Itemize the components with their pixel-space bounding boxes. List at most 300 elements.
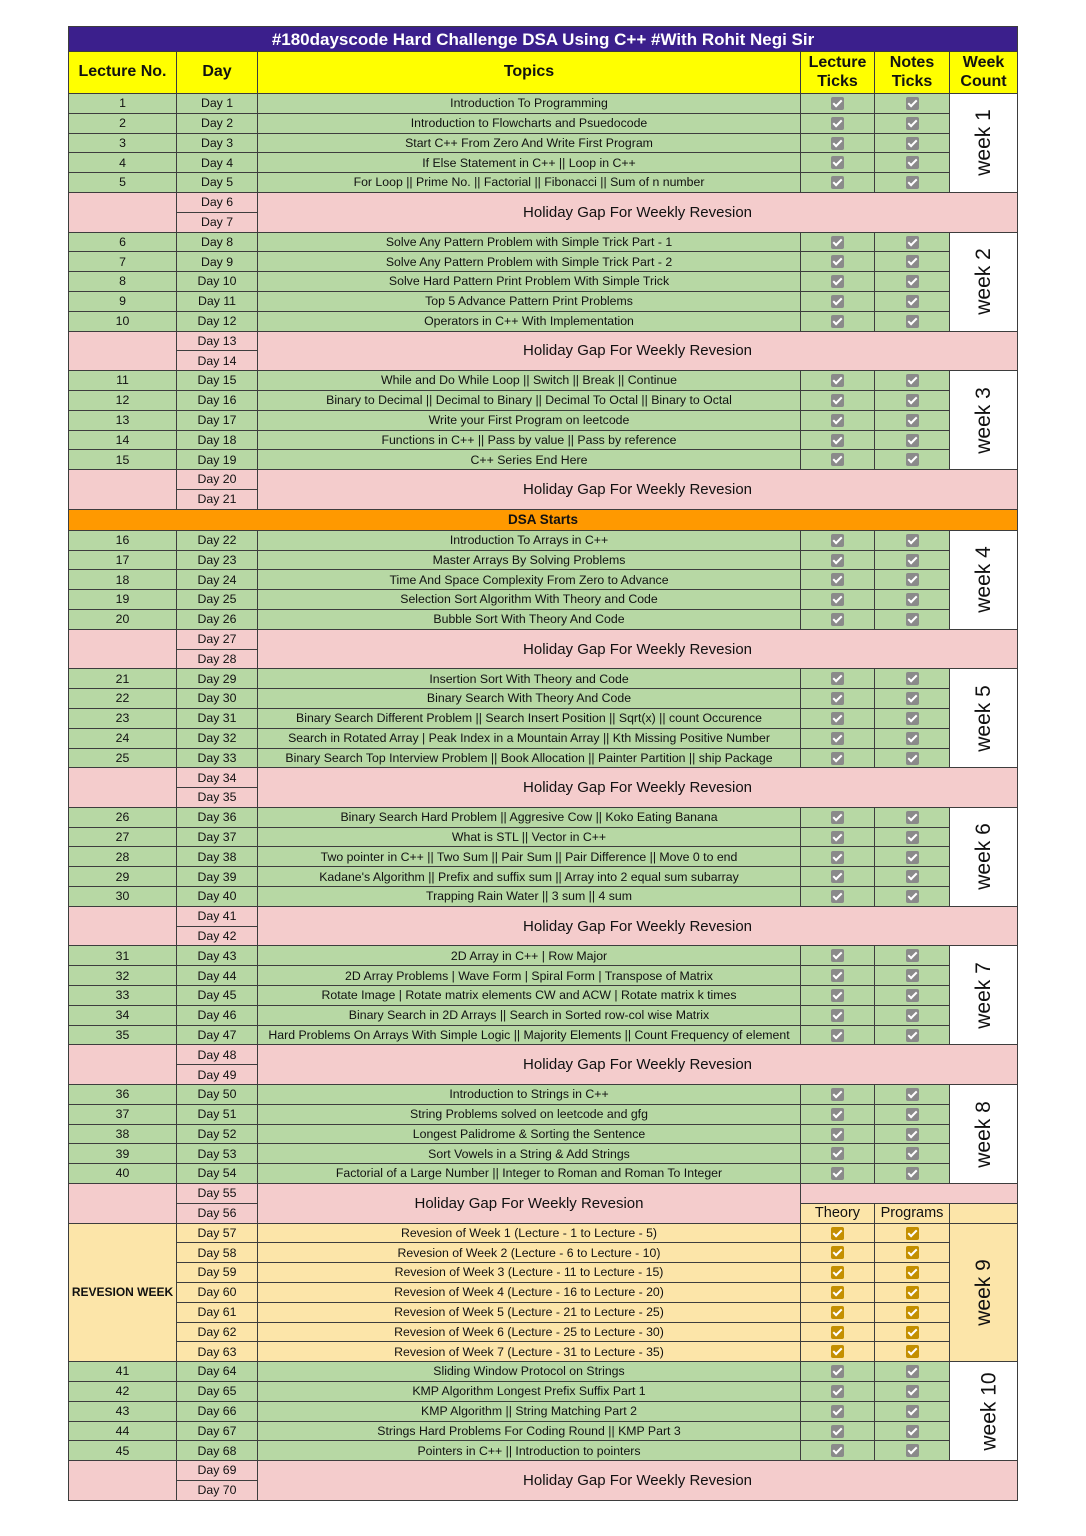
lecture-number: 24	[69, 728, 177, 748]
checked-checkbox-icon[interactable]	[906, 752, 919, 765]
lecture-tick[interactable]	[801, 728, 875, 748]
notes-tick[interactable]	[875, 1302, 950, 1322]
checked-checkbox-icon[interactable]	[906, 394, 919, 407]
notes-tick[interactable]	[875, 669, 950, 689]
checked-checkbox-icon[interactable]	[906, 97, 919, 110]
lecture-number: 33	[69, 986, 177, 1006]
day-cell: Day 16	[177, 390, 258, 410]
holiday-row	[69, 470, 1018, 490]
checked-checkbox-icon[interactable]	[831, 949, 844, 962]
lecture-tick[interactable]	[801, 1144, 875, 1164]
notes-tick[interactable]	[875, 94, 950, 114]
checked-checkbox-icon[interactable]	[906, 1147, 919, 1160]
checked-checkbox-icon[interactable]	[831, 275, 844, 288]
lecture-row	[69, 1421, 1018, 1441]
checked-checkbox-icon[interactable]	[831, 554, 844, 567]
notes-tick[interactable]	[875, 311, 950, 331]
lecture-tick[interactable]	[801, 986, 875, 1006]
checked-checkbox-icon[interactable]	[831, 1286, 844, 1299]
topic-cell: Insertion Sort With Theory and Code	[258, 669, 801, 689]
checked-checkbox-icon[interactable]	[831, 1246, 844, 1259]
checked-checkbox-icon[interactable]	[831, 1029, 844, 1042]
checked-checkbox-icon[interactable]	[906, 870, 919, 883]
lecture-tick[interactable]	[801, 153, 875, 173]
topic-cell: Sort Vowels in a String & Add Strings	[258, 1144, 801, 1164]
holiday-row	[69, 906, 1018, 926]
notes-tick[interactable]	[875, 1362, 950, 1382]
lecture-number: 42	[69, 1382, 177, 1402]
notes-tick[interactable]	[875, 1243, 950, 1263]
lecture-tick[interactable]	[801, 1124, 875, 1144]
lecture-row	[69, 1124, 1018, 1144]
notes-tick[interactable]	[875, 1144, 950, 1164]
holiday-day-cell: Day 21	[177, 489, 258, 509]
lecture-tick[interactable]	[801, 966, 875, 986]
notes-tick[interactable]	[875, 590, 950, 610]
checked-checkbox-icon[interactable]	[906, 236, 919, 249]
lecture-number: 40	[69, 1164, 177, 1184]
checked-checkbox-icon[interactable]	[906, 851, 919, 864]
checked-checkbox-icon[interactable]	[906, 1326, 919, 1339]
checked-checkbox-icon[interactable]	[831, 156, 844, 169]
lecture-number: 4	[69, 153, 177, 173]
header-lecture-no: Lecture No.	[69, 52, 177, 94]
revision-row	[69, 1223, 1018, 1243]
checked-checkbox-icon[interactable]	[906, 554, 919, 567]
week-count-cell	[950, 669, 1018, 768]
day-cell: Day 10	[177, 272, 258, 292]
holiday-day-cell: Day 41	[177, 906, 258, 926]
lecture-row	[69, 847, 1018, 867]
lecture-row	[69, 272, 1018, 292]
notes-tick[interactable]	[875, 252, 950, 272]
checked-checkbox-icon[interactable]	[906, 453, 919, 466]
checked-checkbox-icon[interactable]	[831, 870, 844, 883]
lecture-number: 5	[69, 173, 177, 193]
lecture-row	[69, 708, 1018, 728]
lecture-row	[69, 1441, 1018, 1461]
notes-tick[interactable]	[875, 689, 950, 709]
lecture-tick[interactable]	[801, 1164, 875, 1184]
topic-cell: Kadane's Algorithm || Prefix and suffix sum || Array into 2 equal sum subarray	[258, 867, 801, 887]
lecture-tick[interactable]	[801, 1401, 875, 1421]
checked-checkbox-icon[interactable]	[831, 811, 844, 824]
notes-tick[interactable]	[875, 609, 950, 629]
checked-checkbox-icon[interactable]	[906, 949, 919, 962]
checked-checkbox-icon[interactable]	[831, 752, 844, 765]
checked-checkbox-icon[interactable]	[831, 692, 844, 705]
checked-checkbox-icon[interactable]	[906, 156, 919, 169]
notes-tick[interactable]	[875, 1382, 950, 1402]
checked-checkbox-icon[interactable]	[831, 117, 844, 130]
lecture-number: 9	[69, 291, 177, 311]
checked-checkbox-icon[interactable]	[831, 236, 844, 249]
checked-checkbox-icon[interactable]	[906, 1009, 919, 1022]
checked-checkbox-icon[interactable]	[831, 295, 844, 308]
header-topics: Topics	[258, 52, 801, 94]
checked-checkbox-icon[interactable]	[831, 851, 844, 864]
lecture-tick[interactable]	[801, 550, 875, 570]
checked-checkbox-icon[interactable]	[906, 811, 919, 824]
checked-checkbox-icon[interactable]	[906, 712, 919, 725]
checked-checkbox-icon[interactable]	[906, 255, 919, 268]
notes-tick[interactable]	[875, 867, 950, 887]
checked-checkbox-icon[interactable]	[831, 137, 844, 150]
lecture-tick[interactable]	[801, 291, 875, 311]
checked-checkbox-icon[interactable]	[906, 295, 919, 308]
revision-row	[69, 1263, 1018, 1283]
notes-tick[interactable]	[875, 1085, 950, 1105]
schedule-sheet	[68, 26, 1017, 1501]
notes-tick[interactable]	[875, 1263, 950, 1283]
notes-tick[interactable]	[875, 847, 950, 867]
holiday-day-cell: Day 14	[177, 351, 258, 371]
checked-checkbox-icon[interactable]	[831, 1009, 844, 1022]
checked-checkbox-icon[interactable]	[906, 137, 919, 150]
lecture-tick[interactable]	[801, 609, 875, 629]
checked-checkbox-icon[interactable]	[906, 1088, 919, 1101]
checked-checkbox-icon[interactable]	[831, 613, 844, 626]
topic-cell: Pointers in C++ || Introduction to pointers	[258, 1441, 801, 1461]
topic-cell: Revesion of Week 1 (Lecture - 1 to Lecture - 5)	[258, 1223, 801, 1243]
topic-cell: Binary Search in 2D Arrays || Search in Sorted row-col wise Matrix	[258, 1005, 801, 1025]
checked-checkbox-icon[interactable]	[831, 1326, 844, 1339]
checked-checkbox-icon[interactable]	[831, 1128, 844, 1141]
notes-tick[interactable]	[875, 1283, 950, 1303]
lecture-tick[interactable]	[801, 867, 875, 887]
checked-checkbox-icon[interactable]	[831, 1227, 844, 1240]
checked-checkbox-icon[interactable]	[831, 1108, 844, 1121]
checked-checkbox-icon[interactable]	[906, 1128, 919, 1141]
holiday-text: Holiday Gap For Weekly Revesion	[258, 1045, 1018, 1085]
checked-checkbox-icon[interactable]	[831, 534, 844, 547]
notes-tick[interactable]	[875, 1342, 950, 1362]
checked-checkbox-icon[interactable]	[906, 573, 919, 586]
lecture-tick[interactable]	[801, 94, 875, 114]
holiday-row	[69, 331, 1018, 351]
checked-checkbox-icon[interactable]	[831, 1365, 844, 1378]
day-cell: Day 64	[177, 1362, 258, 1382]
checked-checkbox-icon[interactable]	[831, 315, 844, 328]
checked-checkbox-icon[interactable]	[831, 255, 844, 268]
notes-tick[interactable]	[875, 1124, 950, 1144]
checked-checkbox-icon[interactable]	[906, 176, 919, 189]
checked-checkbox-icon[interactable]	[906, 1385, 919, 1398]
notes-tick[interactable]	[875, 410, 950, 430]
lecture-tick[interactable]	[801, 1223, 875, 1243]
lecture-tick[interactable]	[801, 232, 875, 252]
lecture-tick[interactable]	[801, 390, 875, 410]
notes-tick[interactable]	[875, 1441, 950, 1461]
checked-checkbox-icon[interactable]	[906, 1365, 919, 1378]
checked-checkbox-icon[interactable]	[831, 394, 844, 407]
checked-checkbox-icon[interactable]	[906, 117, 919, 130]
checked-checkbox-icon[interactable]	[906, 1227, 919, 1240]
checked-checkbox-icon[interactable]	[906, 1286, 919, 1299]
notes-tick[interactable]	[875, 1223, 950, 1243]
holiday-day-cell: Day 35	[177, 788, 258, 808]
checked-checkbox-icon[interactable]	[906, 593, 919, 606]
lecture-number: 14	[69, 430, 177, 450]
checked-checkbox-icon[interactable]	[906, 374, 919, 387]
notes-tick[interactable]	[875, 113, 950, 133]
lecture-row	[69, 669, 1018, 689]
day-cell: Day 32	[177, 728, 258, 748]
checked-checkbox-icon[interactable]	[831, 1345, 844, 1358]
lecture-tick[interactable]	[801, 1382, 875, 1402]
notes-tick[interactable]	[875, 708, 950, 728]
lecture-number: 20	[69, 609, 177, 629]
topic-cell: Introduction To Programming	[258, 94, 801, 114]
checked-checkbox-icon[interactable]	[906, 434, 919, 447]
lecture-row	[69, 390, 1018, 410]
notes-tick[interactable]	[875, 291, 950, 311]
lecture-tick[interactable]	[801, 1302, 875, 1322]
checked-checkbox-icon[interactable]	[831, 890, 844, 903]
lecture-tick[interactable]	[801, 1342, 875, 1362]
day-cell: Day 18	[177, 430, 258, 450]
checked-checkbox-icon[interactable]	[831, 672, 844, 685]
notes-tick[interactable]	[875, 966, 950, 986]
checked-checkbox-icon[interactable]	[831, 1266, 844, 1279]
checked-checkbox-icon[interactable]	[831, 374, 844, 387]
lecture-number: 23	[69, 708, 177, 728]
checked-checkbox-icon[interactable]	[906, 672, 919, 685]
lecture-tick[interactable]	[801, 689, 875, 709]
checked-checkbox-icon[interactable]	[831, 712, 844, 725]
checked-checkbox-icon[interactable]	[906, 275, 919, 288]
notes-tick[interactable]	[875, 153, 950, 173]
checked-checkbox-icon[interactable]	[906, 692, 919, 705]
day-cell: Day 17	[177, 410, 258, 430]
checked-checkbox-icon[interactable]	[906, 1444, 919, 1457]
notes-tick[interactable]	[875, 371, 950, 391]
lecture-tick[interactable]	[801, 1421, 875, 1441]
checked-checkbox-icon[interactable]	[831, 831, 844, 844]
header-notes-ticks: Notes Ticks	[875, 52, 950, 94]
checked-checkbox-icon[interactable]	[831, 573, 844, 586]
notes-tick[interactable]	[875, 390, 950, 410]
lecture-tick[interactable]	[801, 887, 875, 907]
lecture-tick[interactable]	[801, 946, 875, 966]
notes-tick[interactable]	[875, 986, 950, 1006]
checked-checkbox-icon[interactable]	[906, 534, 919, 547]
topic-cell: C++ Series End Here	[258, 450, 801, 470]
checked-checkbox-icon[interactable]	[831, 1425, 844, 1438]
checked-checkbox-icon[interactable]	[906, 1167, 919, 1180]
day-cell: Day 44	[177, 966, 258, 986]
topic-cell: Bubble Sort With Theory And Code	[258, 609, 801, 629]
lecture-tick[interactable]	[801, 1322, 875, 1342]
notes-tick[interactable]	[875, 946, 950, 966]
lecture-number: 7	[69, 252, 177, 272]
checked-checkbox-icon[interactable]	[831, 176, 844, 189]
lecture-tick[interactable]	[801, 252, 875, 272]
notes-tick[interactable]	[875, 1104, 950, 1124]
lecture-tick[interactable]	[801, 590, 875, 610]
notes-tick[interactable]	[875, 133, 950, 153]
lecture-tick[interactable]	[801, 272, 875, 292]
holiday-text: Holiday Gap For Weekly Revesion	[258, 906, 1018, 946]
checked-checkbox-icon[interactable]	[906, 1345, 919, 1358]
notes-tick[interactable]	[875, 1025, 950, 1045]
lecture-number: 30	[69, 887, 177, 907]
topic-cell: KMP Algorithm Longest Prefix Suffix Part 1	[258, 1382, 801, 1402]
checked-checkbox-icon[interactable]	[831, 1088, 844, 1101]
lecture-tick[interactable]	[801, 311, 875, 331]
revision-row	[69, 1342, 1018, 1362]
checked-checkbox-icon[interactable]	[831, 732, 844, 745]
checked-checkbox-icon[interactable]	[831, 453, 844, 466]
checked-checkbox-icon[interactable]	[831, 1306, 844, 1319]
topic-cell: What is STL || Vector in C++	[258, 827, 801, 847]
lecture-row	[69, 113, 1018, 133]
lecture-tick[interactable]	[801, 173, 875, 193]
lecture-tick[interactable]	[801, 430, 875, 450]
lecture-row	[69, 291, 1018, 311]
lecture-number: 1	[69, 94, 177, 114]
lecture-tick[interactable]	[801, 807, 875, 827]
week-label: week 7	[972, 962, 996, 1029]
day-cell: Day 30	[177, 689, 258, 709]
week-label: week 2	[972, 248, 996, 315]
notes-tick[interactable]	[875, 827, 950, 847]
lecture-number: 34	[69, 1005, 177, 1025]
lecture-tick[interactable]	[801, 1283, 875, 1303]
checked-checkbox-icon[interactable]	[906, 831, 919, 844]
topic-cell: Solve Any Pattern Problem with Simple Trick Part - 2	[258, 252, 801, 272]
checked-checkbox-icon[interactable]	[831, 97, 844, 110]
day-cell: Day 11	[177, 291, 258, 311]
holiday-day-cell: Day 42	[177, 926, 258, 946]
lecture-tick[interactable]	[801, 530, 875, 550]
checked-checkbox-icon[interactable]	[831, 1444, 844, 1457]
lecture-tick[interactable]	[801, 1085, 875, 1105]
notes-tick[interactable]	[875, 550, 950, 570]
checked-checkbox-icon[interactable]	[906, 1246, 919, 1259]
checked-checkbox-icon[interactable]	[906, 1425, 919, 1438]
holiday-empty-cell	[69, 906, 177, 946]
notes-tick[interactable]	[875, 232, 950, 252]
checked-checkbox-icon[interactable]	[831, 1385, 844, 1398]
lecture-tick[interactable]	[801, 1104, 875, 1124]
notes-tick[interactable]	[875, 887, 950, 907]
dsa-starts-row	[69, 509, 1018, 530]
lecture-tick[interactable]	[801, 1441, 875, 1461]
checked-checkbox-icon[interactable]	[831, 969, 844, 982]
checked-checkbox-icon[interactable]	[906, 969, 919, 982]
checked-checkbox-icon[interactable]	[906, 890, 919, 903]
day-cell: Day 38	[177, 847, 258, 867]
header-week-count: Week Count	[950, 52, 1018, 94]
holiday-empty-cell	[69, 470, 177, 510]
notes-tick[interactable]	[875, 272, 950, 292]
notes-tick[interactable]	[875, 728, 950, 748]
day-cell: Day 60	[177, 1283, 258, 1303]
lecture-row	[69, 1401, 1018, 1421]
notes-tick[interactable]	[875, 1322, 950, 1342]
lecture-tick[interactable]	[801, 450, 875, 470]
lecture-row	[69, 311, 1018, 331]
notes-tick[interactable]	[875, 807, 950, 827]
notes-tick[interactable]	[875, 748, 950, 768]
checked-checkbox-icon[interactable]	[906, 1029, 919, 1042]
lecture-tick[interactable]	[801, 1025, 875, 1045]
notes-tick[interactable]	[875, 430, 950, 450]
checked-checkbox-icon[interactable]	[906, 613, 919, 626]
lecture-tick[interactable]	[801, 847, 875, 867]
checked-checkbox-icon[interactable]	[906, 1405, 919, 1418]
lecture-tick[interactable]	[801, 748, 875, 768]
lecture-tick[interactable]	[801, 371, 875, 391]
lecture-tick[interactable]	[801, 1005, 875, 1025]
lecture-number: 44	[69, 1421, 177, 1441]
topic-cell: If Else Statement in C++ || Loop in C++	[258, 153, 801, 173]
lecture-tick[interactable]	[801, 570, 875, 590]
lecture-tick[interactable]	[801, 827, 875, 847]
holiday-day-cell: Day 13	[177, 331, 258, 351]
checked-checkbox-icon[interactable]	[831, 434, 844, 447]
topic-cell: String Problems solved on leetcode and gfg	[258, 1104, 801, 1124]
notes-tick[interactable]	[875, 1421, 950, 1441]
checked-checkbox-icon[interactable]	[906, 1306, 919, 1319]
notes-tick[interactable]	[875, 1005, 950, 1025]
checked-checkbox-icon[interactable]	[906, 1108, 919, 1121]
checked-checkbox-icon[interactable]	[831, 414, 844, 427]
lecture-row	[69, 609, 1018, 629]
lecture-tick[interactable]	[801, 1243, 875, 1263]
checked-checkbox-icon[interactable]	[831, 1167, 844, 1180]
notes-tick[interactable]	[875, 1401, 950, 1421]
checked-checkbox-icon[interactable]	[906, 989, 919, 1002]
topic-cell: Revesion of Week 7 (Lecture - 31 to Lecture - 35)	[258, 1342, 801, 1362]
lecture-tick[interactable]	[801, 708, 875, 728]
notes-tick[interactable]	[875, 1164, 950, 1184]
lecture-tick[interactable]	[801, 410, 875, 430]
holiday-day-cell: Day 7	[177, 212, 258, 232]
lecture-tick[interactable]	[801, 113, 875, 133]
checked-checkbox-icon[interactable]	[906, 414, 919, 427]
day-cell: Day 1	[177, 94, 258, 114]
checked-checkbox-icon[interactable]	[831, 989, 844, 1002]
lecture-tick[interactable]	[801, 669, 875, 689]
checked-checkbox-icon[interactable]	[906, 315, 919, 328]
lecture-tick[interactable]	[801, 133, 875, 153]
checked-checkbox-icon[interactable]	[906, 732, 919, 745]
day-cell: Day 58	[177, 1243, 258, 1263]
sheet-title: #180dayscode Hard Challenge DSA Using C++ #With Rohit Negi Sir	[69, 27, 1018, 52]
checked-checkbox-icon[interactable]	[906, 1266, 919, 1279]
checked-checkbox-icon[interactable]	[831, 593, 844, 606]
lecture-row	[69, 748, 1018, 768]
lecture-row	[69, 252, 1018, 272]
lecture-row	[69, 410, 1018, 430]
topic-cell: Revesion of Week 6 (Lecture - 25 to Lecture - 30)	[258, 1322, 801, 1342]
lecture-tick[interactable]	[801, 1362, 875, 1382]
checked-checkbox-icon[interactable]	[831, 1147, 844, 1160]
notes-tick[interactable]	[875, 530, 950, 550]
notes-tick[interactable]	[875, 570, 950, 590]
checked-checkbox-icon[interactable]	[831, 1405, 844, 1418]
topic-cell: KMP Algorithm || String Matching Part 2	[258, 1401, 801, 1421]
lecture-tick[interactable]	[801, 1263, 875, 1283]
notes-tick[interactable]	[875, 450, 950, 470]
notes-tick[interactable]	[875, 173, 950, 193]
day-cell: Day 68	[177, 1441, 258, 1461]
lecture-number: 10	[69, 311, 177, 331]
lecture-row	[69, 966, 1018, 986]
lecture-row	[69, 1382, 1018, 1402]
